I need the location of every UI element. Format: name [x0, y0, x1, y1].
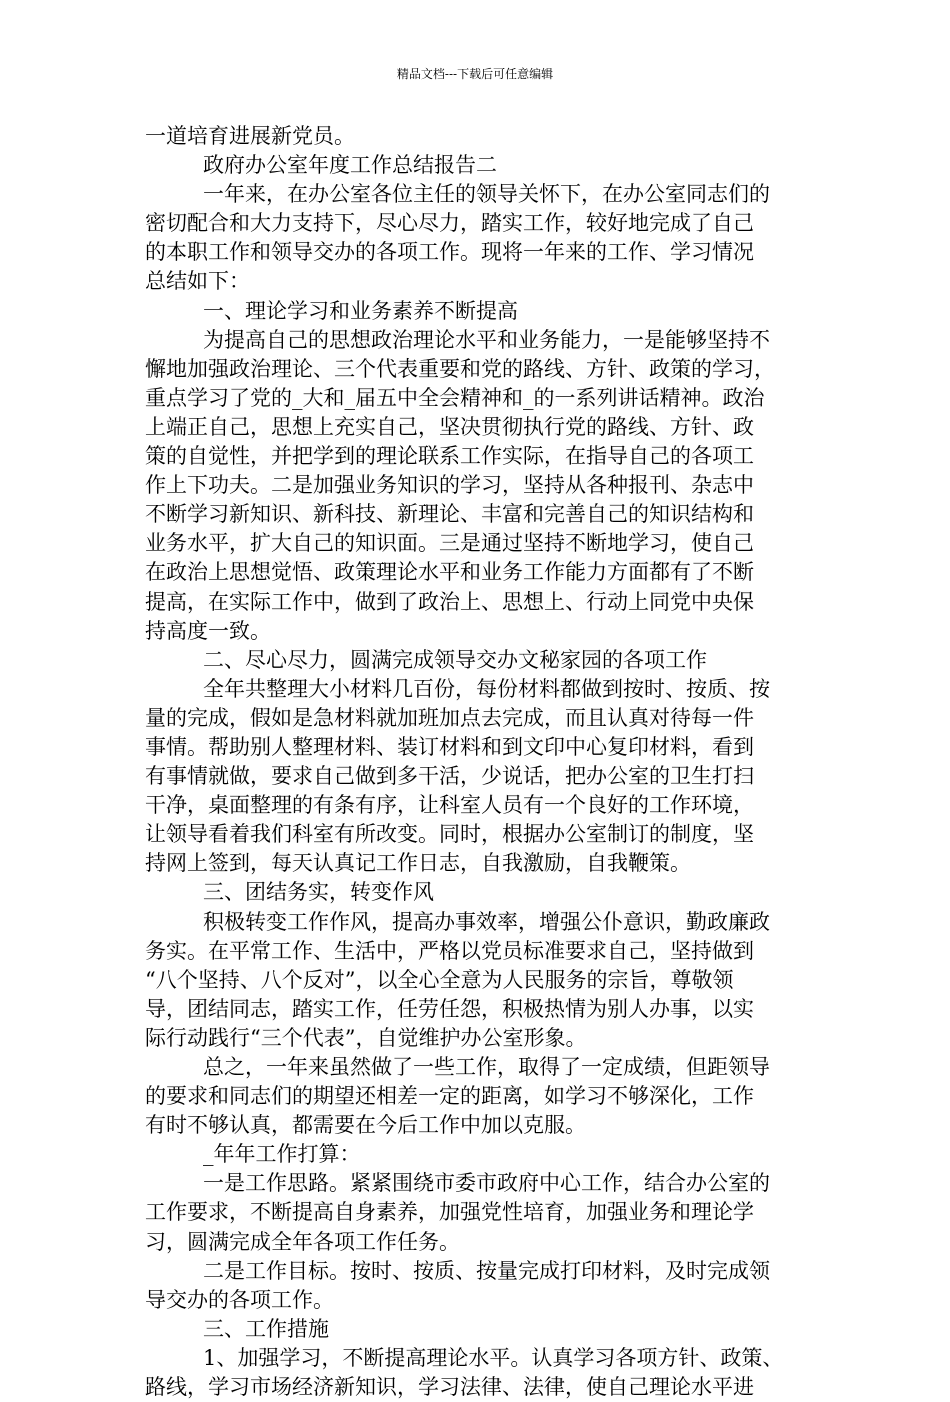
text-line: 让领导看着我们科室有所改变。同时，根据办公室制订的制度，坚 — [145, 822, 754, 847]
text-line: 导交办的各项工作。 — [145, 1287, 334, 1312]
text-line: 不断学习新知识、新科技、新理论、丰富和完善自己的知识结构和 — [145, 502, 754, 527]
document-header-note: 精品文档---下载后可任意编辑 — [396, 67, 554, 81]
text-line: 全年共整理大小材料几百份，每份材料都做到按时、按质、按 — [203, 676, 770, 701]
text-line: 一年来，在办公室各位主任的领导关怀下，在办公室同志们的 — [203, 182, 770, 207]
text-line: 干净，桌面整理的有条有序，让科室人员有一个良好的工作环境， — [145, 793, 754, 818]
text-line: 二是工作目标。按时、按质、按量完成打印材料，及时完成领 — [203, 1258, 770, 1283]
text-line: 一、理论学习和业务素养不断提高 — [203, 298, 518, 323]
text-line: 习，圆满完成全年各项工作任务。 — [145, 1229, 460, 1254]
text-line: 的本职工作和领导交办的各项工作。现将一年来的工作、学习情况 — [145, 240, 754, 265]
text-line: 三、团结务实，转变作风 — [203, 880, 434, 905]
text-line: 三、工作措施 — [203, 1316, 329, 1341]
text-line: 际行动践行“三个代表”，自觉维护办公室形象。 — [145, 1025, 587, 1050]
text-line: 路线，学习市场经济新知识，学习法律、法律，使自己理论水平进 — [145, 1375, 754, 1400]
text-line: 在政治上思想觉悟、政策理论水平和业务工作能力方面都有了不断 — [145, 560, 754, 585]
text-line: 导，团结同志，踏实工作，任劳任怨，积极热情为别人办事，以实 — [145, 996, 754, 1021]
text-line: 上端正自己，思想上充实自己，坚决贯彻执行党的路线、方针、政 — [145, 414, 754, 439]
text-line: 作上下功夫。二是加强业务知识的学习，坚持从各种报刊、杂志中 — [145, 473, 754, 498]
text-line: 积极转变工作作风，提高办事效率，增强公仆意识，勤政廉政 — [203, 909, 770, 934]
text-line: 1、加强学习，不断提高理论水平。认真学习各项方针、政策、 — [203, 1345, 784, 1370]
text-line: 总之，一年来虽然做了一些工作，取得了一定成绩，但距领导 — [203, 1055, 770, 1079]
text-line: 持高度一致。 — [145, 618, 271, 643]
text-line: 懈地加强政治理论、三个代表重要和党的路线、方针、政策的学习， — [145, 356, 775, 381]
text-line: 二、尽心尽力，圆满完成领导交办文秘家园的各项工作 — [203, 647, 707, 672]
text-line: 业务水平，扩大自己的知识面。三是通过坚持不断地学习，使自己 — [145, 531, 754, 556]
text-line: 总结如下： — [145, 269, 250, 294]
text-line: 一是工作思路。紧紧围绕市委市政府中心工作，结合办公室的 — [203, 1171, 770, 1196]
text-line: 重点学习了党的_大和_届五中全会精神和_的一系列讲话精神。政治 — [145, 385, 765, 410]
text-line: 有事情就做，要求自己做到多干活，少说话，把办公室的卫生打扫 — [145, 764, 754, 789]
text-line: 密切配合和大力支持下，尽心尽力，踏实工作，较好地完成了自己 — [145, 211, 754, 236]
document-body — [145, 122, 825, 1402]
text-line: 一道培育进展新党员。 — [145, 124, 355, 148]
text-line: 提高，在实际工作中，做到了政治上、思想上、行动上同党中央保 — [145, 589, 754, 614]
text-line: 的要求和同志们的期望还相差一定的距离，如学习不够深化，工作 — [145, 1084, 754, 1109]
text-line: 政府办公室年度工作总结报告二 — [203, 153, 497, 178]
text-line: 务实。在平常工作、生活中，严格以党员标准要求自己，坚持做到 — [145, 938, 754, 963]
text-line: 事情。帮助别人整理材料、装订材料和到文印中心复印材料，看到 — [145, 734, 754, 759]
text-line: 策的自觉性，并把学到的理论联系工作实际，在指导自己的各项工 — [145, 444, 754, 469]
text-line: 工作要求，不断提高自身素养，加强党性培育，加强业务和理论学 — [145, 1200, 754, 1225]
text-line: 为提高自己的思想政治理论水平和业务能力，一是能够坚持不 — [203, 327, 770, 352]
text-line: _年年工作打算： — [203, 1142, 361, 1167]
text-line: 持网上签到，每天认真记工作日志，自我激励，自我鞭策。 — [145, 851, 691, 876]
text-line: 有时不够认真，都需要在今后工作中加以克服。 — [145, 1113, 586, 1138]
text-line: “八个坚持、八个反对”，以全心全意为人民服务的宗旨，尊敬领 — [145, 967, 734, 992]
text-line: 量的完成，假如是急材料就加班加点去完成，而且认真对待每一件 — [145, 705, 754, 730]
